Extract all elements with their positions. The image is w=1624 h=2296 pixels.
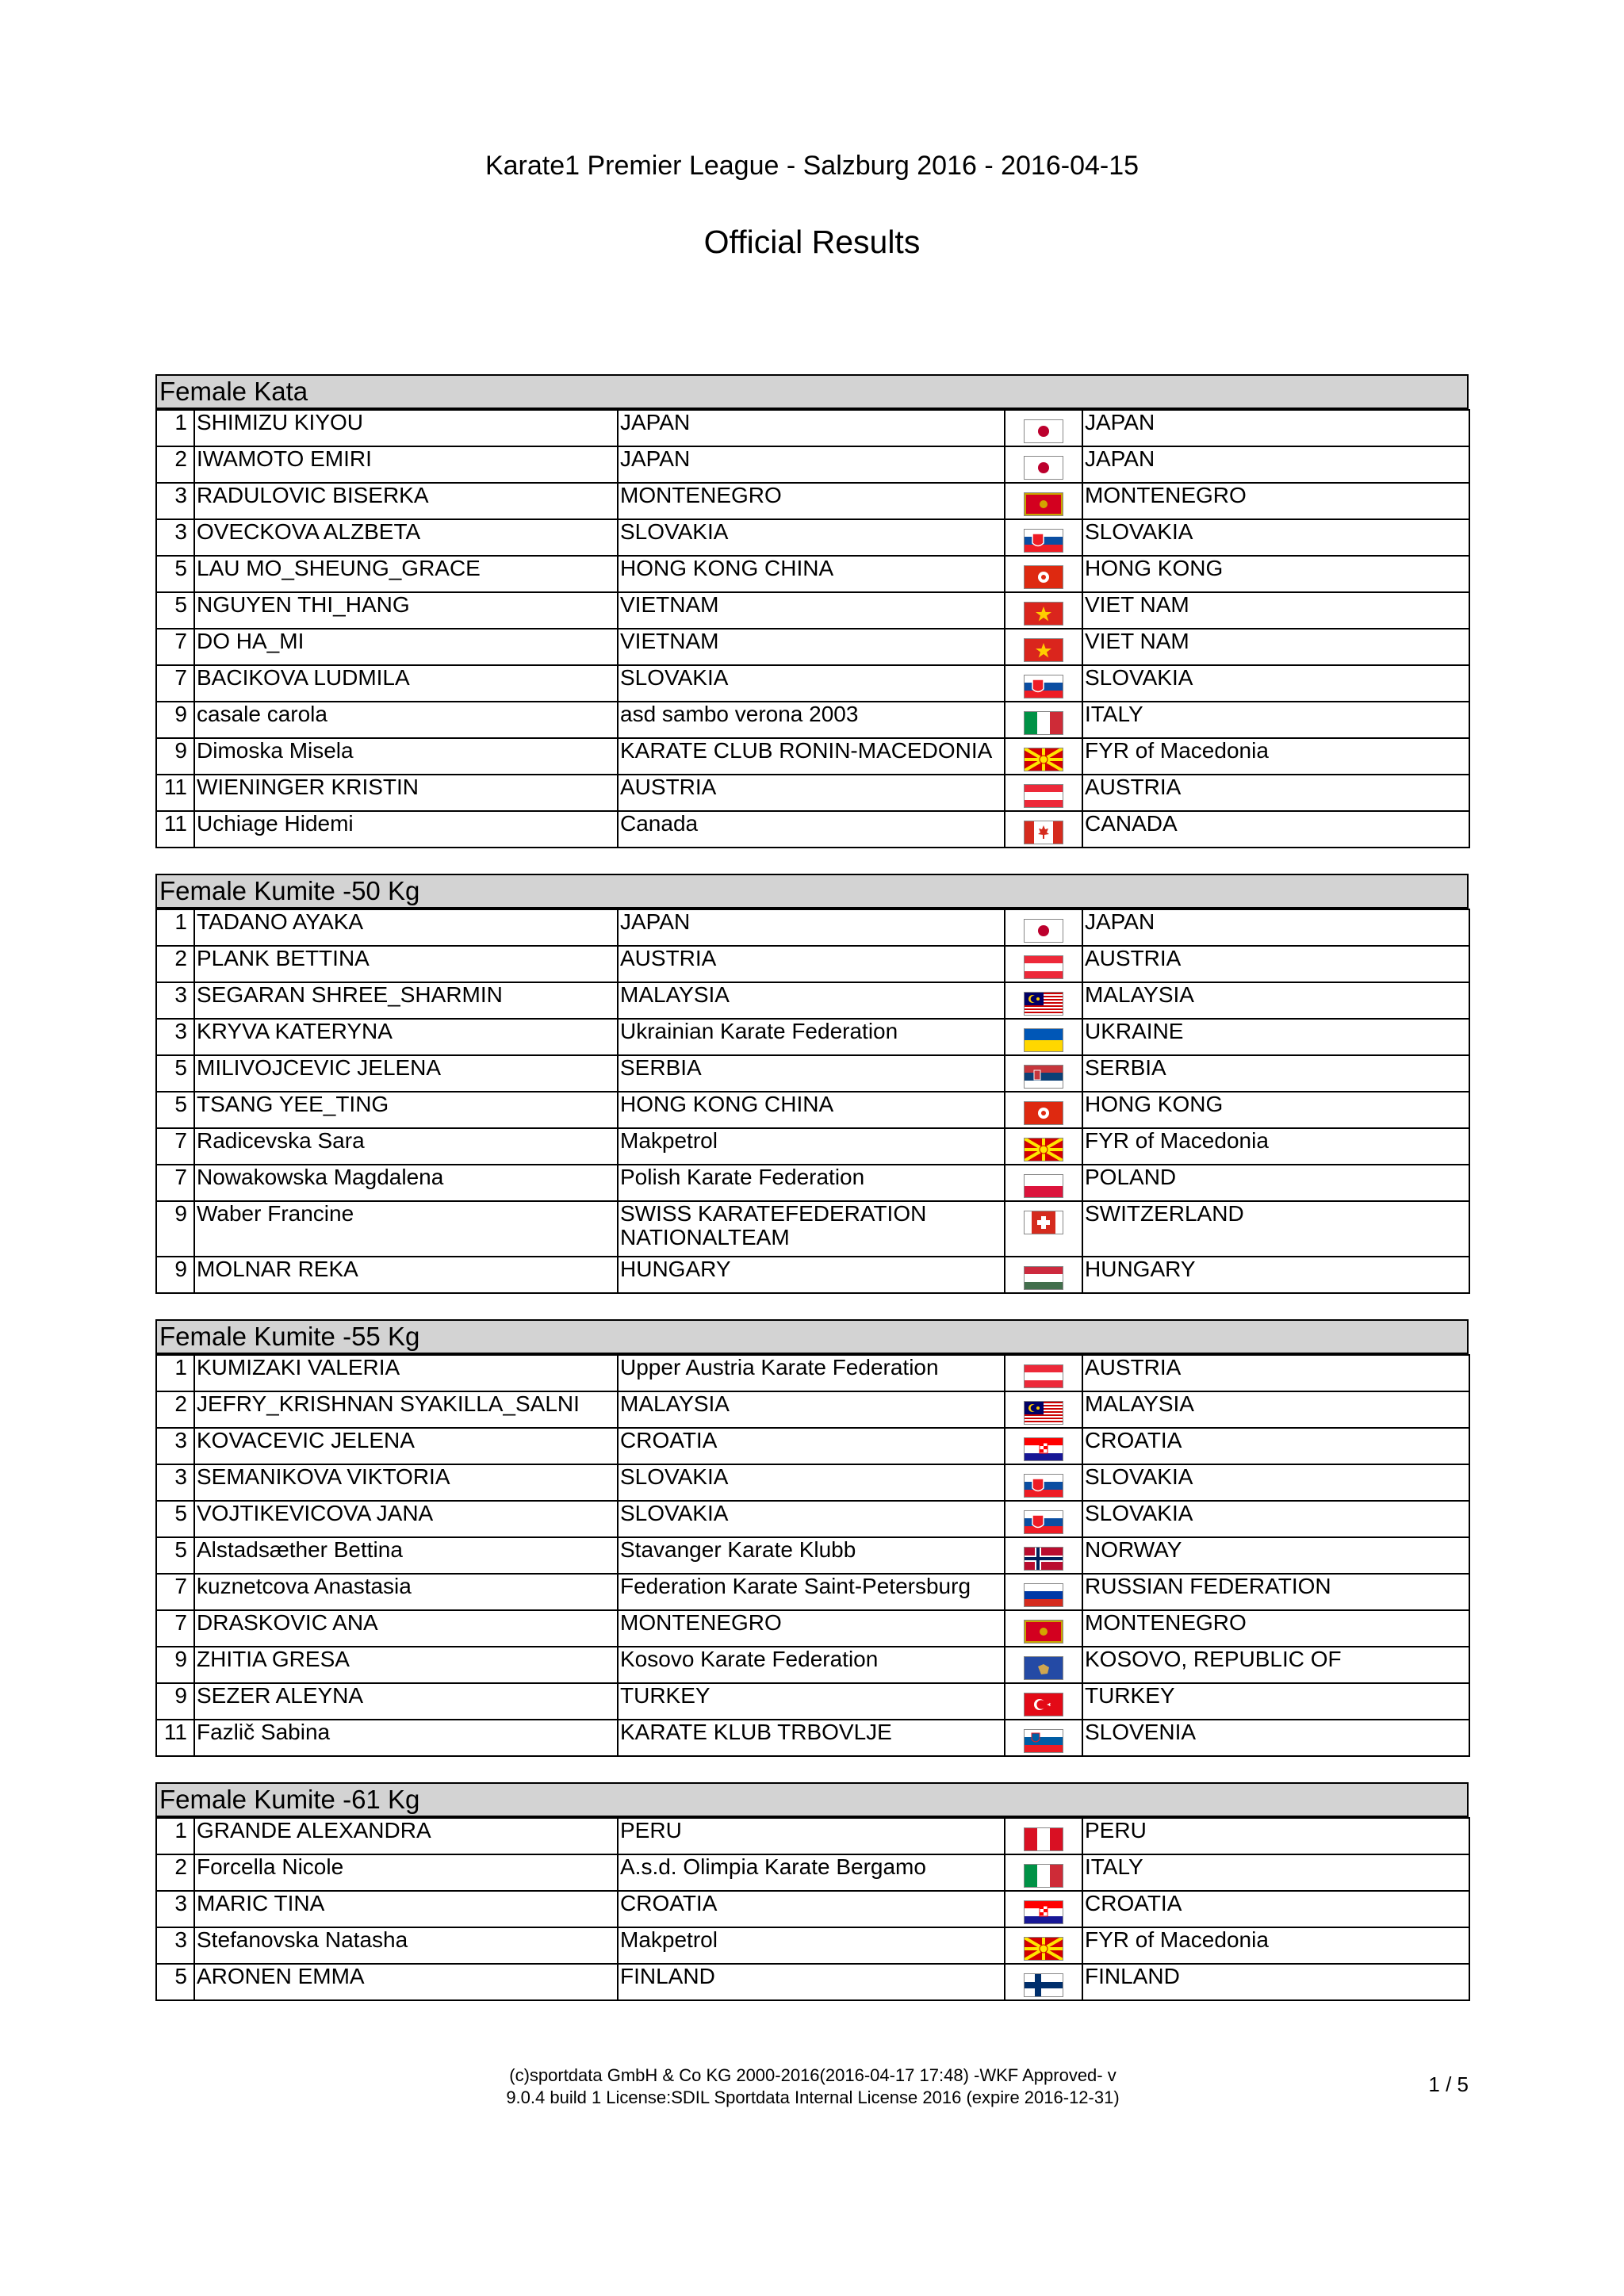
club-cell: Federation Karate Saint-Petersburg [618, 1574, 1005, 1610]
rank-cell: 9 [156, 1647, 194, 1683]
club-cell: VIETNAM [618, 592, 1005, 629]
athlete-name-cell: Fazlič Sabina [194, 1720, 618, 1756]
table-row [156, 1647, 1469, 1683]
austria-flag-icon [1024, 946, 1063, 970]
athlete-name-cell: Nowakowska Magdalena [194, 1165, 618, 1201]
athlete-name-cell: KUMIZAKI VALERIA [194, 1355, 618, 1391]
rank-cell: 7 [156, 629, 194, 665]
country-cell: TURKEY [1082, 1683, 1469, 1720]
results-section [155, 1782, 1469, 2001]
athlete-name-cell: SEGARAN SHREE_SHARMIN [194, 982, 618, 1019]
rank-cell: 9 [156, 702, 194, 738]
athlete-name-cell: SEMANIKOVA VIKTORIA [194, 1464, 618, 1501]
flag-cell [1005, 1610, 1082, 1647]
ukraine-flag-icon [1024, 1019, 1063, 1043]
country-cell: HONG KONG [1082, 1092, 1469, 1128]
table-row [156, 592, 1469, 629]
austria-flag-icon [1024, 775, 1063, 799]
rank-cell: 1 [156, 410, 194, 446]
club-cell: JAPAN [618, 410, 1005, 446]
rank-cell: 3 [156, 1019, 194, 1055]
country-cell: SLOVAKIA [1082, 519, 1469, 556]
rank-cell: 7 [156, 1610, 194, 1647]
rank-cell: 5 [156, 556, 194, 592]
section-title: Female Kumite -55 Kg [155, 1319, 1469, 1354]
country-cell: SLOVAKIA [1082, 665, 1469, 702]
athlete-name-cell: GRANDE ALEXANDRA [194, 1818, 618, 1854]
athlete-name-cell: BACIKOVA LUDMILA [194, 665, 618, 702]
table-row [156, 1391, 1469, 1428]
country-cell: SLOVAKIA [1082, 1501, 1469, 1537]
athlete-name-cell: Forcella Nicole [194, 1854, 618, 1891]
club-cell: SLOVAKIA [618, 665, 1005, 702]
slovenia-flag-icon [1024, 1720, 1063, 1744]
table-row [156, 738, 1469, 775]
club-cell: PERU [618, 1818, 1005, 1854]
rank-cell: 9 [156, 1201, 194, 1257]
table-row [156, 483, 1469, 519]
macedonia-flag-icon [1024, 1128, 1063, 1153]
canada-flag-icon [1024, 811, 1063, 836]
hong-kong-flag-icon [1024, 1092, 1063, 1116]
table-row [156, 1854, 1469, 1891]
athlete-name-cell: kuznetcova Anastasia [194, 1574, 618, 1610]
club-cell: Kosovo Karate Federation [618, 1647, 1005, 1683]
athlete-name-cell: casale carola [194, 702, 618, 738]
japan-flag-icon [1024, 909, 1063, 934]
flag-cell [1005, 1537, 1082, 1574]
club-cell: Stavanger Karate Klubb [618, 1537, 1005, 1574]
table-row [156, 1927, 1469, 1964]
table-row [156, 519, 1469, 556]
rank-cell: 7 [156, 665, 194, 702]
club-cell: Polish Karate Federation [618, 1165, 1005, 1201]
athlete-name-cell: VOJTIKEVICOVA JANA [194, 1501, 618, 1537]
club-cell: SLOVAKIA [618, 1464, 1005, 1501]
country-cell: MONTENEGRO [1082, 1610, 1469, 1647]
vietnam-flag-icon [1024, 629, 1063, 653]
club-cell: Makpetrol [618, 1927, 1005, 1964]
table-row [156, 556, 1469, 592]
rank-cell: 2 [156, 946, 194, 982]
montenegro-flag-icon [1024, 1610, 1063, 1635]
finland-flag-icon [1024, 1964, 1063, 1988]
country-cell: MALAYSIA [1082, 1391, 1469, 1428]
flag-cell [1005, 775, 1082, 811]
flag-cell [1005, 738, 1082, 775]
flag-cell [1005, 665, 1082, 702]
rank-cell: 5 [156, 1537, 194, 1574]
country-cell: JAPAN [1082, 446, 1469, 483]
flag-cell [1005, 1574, 1082, 1610]
flag-cell [1005, 1720, 1082, 1756]
club-cell: AUSTRIA [618, 946, 1005, 982]
section-title: Female Kumite -50 Kg [155, 874, 1469, 909]
club-cell: VIETNAM [618, 629, 1005, 665]
rank-cell: 3 [156, 1891, 194, 1927]
athlete-name-cell: MILIVOJCEVIC JELENA [194, 1055, 618, 1092]
rank-cell: 9 [156, 1257, 194, 1293]
event-title: Karate1 Premier League - Salzburg 2016 - 2016-04-15 [485, 151, 1139, 181]
athlete-name-cell: MARIC TINA [194, 1891, 618, 1927]
club-cell: Ukrainian Karate Federation [618, 1019, 1005, 1055]
section-title: Female Kumite -61 Kg [155, 1782, 1469, 1817]
club-cell: JAPAN [618, 446, 1005, 483]
table-row [156, 629, 1469, 665]
club-cell: Canada [618, 811, 1005, 848]
slovakia-flag-icon [1024, 665, 1063, 690]
results-table [155, 1817, 1470, 2001]
rank-cell: 3 [156, 519, 194, 556]
croatia-flag-icon [1024, 1891, 1063, 1915]
athlete-name-cell: ARONEN EMMA [194, 1964, 618, 2000]
athlete-name-cell: ZHITIA GRESA [194, 1647, 618, 1683]
table-row [156, 1964, 1469, 2000]
flag-cell [1005, 1964, 1082, 2000]
country-cell: CANADA [1082, 811, 1469, 848]
hong-kong-flag-icon [1024, 556, 1063, 580]
table-row [156, 1720, 1469, 1756]
table-row [156, 1092, 1469, 1128]
rank-cell: 5 [156, 1501, 194, 1537]
table-row [156, 1428, 1469, 1464]
club-cell: CROATIA [618, 1428, 1005, 1464]
section-title: Female Kata [155, 374, 1469, 409]
flag-cell [1005, 519, 1082, 556]
athlete-name-cell: DO HA_MI [194, 629, 618, 665]
club-cell: KARATE KLUB TRBOVLJE [618, 1720, 1005, 1756]
country-cell: SWITZERLAND [1082, 1201, 1469, 1257]
rank-cell: 5 [156, 1055, 194, 1092]
club-cell: KARATE CLUB RONIN-MACEDONIA [618, 738, 1005, 775]
table-row [156, 982, 1469, 1019]
table-row [156, 1128, 1469, 1165]
country-cell: ITALY [1082, 702, 1469, 738]
table-row [156, 775, 1469, 811]
flag-cell [1005, 446, 1082, 483]
flag-cell [1005, 1891, 1082, 1927]
flag-cell [1005, 811, 1082, 848]
country-cell: FYR of Macedonia [1082, 738, 1469, 775]
flag-cell [1005, 1092, 1082, 1128]
table-row [156, 811, 1469, 848]
flag-cell [1005, 1647, 1082, 1683]
table-row [156, 1683, 1469, 1720]
table-row [156, 1201, 1469, 1257]
rank-cell: 11 [156, 811, 194, 848]
slovakia-flag-icon [1024, 519, 1063, 544]
club-cell: HONG KONG CHINA [618, 1092, 1005, 1128]
country-cell: AUSTRIA [1082, 1355, 1469, 1391]
table-row [156, 410, 1469, 446]
rank-cell: 7 [156, 1128, 194, 1165]
club-cell: MONTENEGRO [618, 1610, 1005, 1647]
malaysia-flag-icon [1024, 1391, 1063, 1416]
footer-copyright: (c)sportdata GmbH & Co KG 2000-2016(2016-04-17 17:48) -WKF Approved- v [509, 2065, 1116, 2085]
club-cell: MONTENEGRO [618, 483, 1005, 519]
switzerland-flag-icon [1024, 1201, 1063, 1226]
rank-cell: 7 [156, 1165, 194, 1201]
table-row [156, 1537, 1469, 1574]
hungary-flag-icon [1024, 1257, 1063, 1281]
flag-cell [1005, 1201, 1082, 1257]
club-cell: AUSTRIA [618, 775, 1005, 811]
rank-cell: 5 [156, 592, 194, 629]
athlete-name-cell: TSANG YEE_TING [194, 1092, 618, 1128]
country-cell: MONTENEGRO [1082, 483, 1469, 519]
country-cell: CROATIA [1082, 1428, 1469, 1464]
flag-cell [1005, 410, 1082, 446]
table-row [156, 1019, 1469, 1055]
country-cell: CROATIA [1082, 1891, 1469, 1927]
table-row [156, 909, 1469, 946]
kosovo-flag-icon [1024, 1647, 1063, 1671]
athlete-name-cell: Waber Francine [194, 1201, 618, 1257]
flag-cell [1005, 1391, 1082, 1428]
rank-cell: 5 [156, 1964, 194, 2000]
club-cell: asd sambo verona 2003 [618, 702, 1005, 738]
athlete-name-cell: TADANO AYAKA [194, 909, 618, 946]
flag-cell [1005, 1128, 1082, 1165]
flag-cell [1005, 1683, 1082, 1720]
rank-cell: 3 [156, 1428, 194, 1464]
club-cell: A.s.d. Olimpia Karate Bergamo [618, 1854, 1005, 1891]
results-table [155, 1354, 1470, 1757]
russia-flag-icon [1024, 1574, 1063, 1598]
table-row [156, 702, 1469, 738]
macedonia-flag-icon [1024, 738, 1063, 763]
club-cell: Upper Austria Karate Federation [618, 1355, 1005, 1391]
country-cell: SLOVAKIA [1082, 1464, 1469, 1501]
athlete-name-cell: Radicevska Sara [194, 1128, 618, 1165]
table-row [156, 1891, 1469, 1927]
flag-cell [1005, 1355, 1082, 1391]
results-section [155, 1319, 1469, 1757]
flag-cell [1005, 629, 1082, 665]
athlete-name-cell: SEZER ALEYNA [194, 1683, 618, 1720]
club-cell: JAPAN [618, 909, 1005, 946]
rank-cell: 9 [156, 1683, 194, 1720]
table-row [156, 665, 1469, 702]
results-section [155, 374, 1469, 848]
table-row [156, 1818, 1469, 1854]
country-cell: SERBIA [1082, 1055, 1469, 1092]
rank-cell: 9 [156, 738, 194, 775]
country-cell: FINLAND [1082, 1964, 1469, 2000]
table-row [156, 1574, 1469, 1610]
athlete-name-cell: IWAMOTO EMIRI [194, 446, 618, 483]
slovakia-flag-icon [1024, 1501, 1063, 1525]
flag-cell [1005, 1428, 1082, 1464]
rank-cell: 2 [156, 1391, 194, 1428]
athlete-name-cell: SHIMIZU KIYOU [194, 410, 618, 446]
rank-cell: 3 [156, 483, 194, 519]
rank-cell: 7 [156, 1574, 194, 1610]
flag-cell [1005, 982, 1082, 1019]
athlete-name-cell: Uchiage Hidemi [194, 811, 618, 848]
page-number: 1 / 5 [1428, 2072, 1469, 2096]
flag-cell [1005, 1501, 1082, 1537]
flag-cell [1005, 592, 1082, 629]
club-cell: SLOVAKIA [618, 519, 1005, 556]
table-row [156, 1464, 1469, 1501]
country-cell: NORWAY [1082, 1537, 1469, 1574]
athlete-name-cell: OVECKOVA ALZBETA [194, 519, 618, 556]
rank-cell: 1 [156, 1818, 194, 1854]
club-cell: HUNGARY [618, 1257, 1005, 1293]
footer [428, 2064, 1197, 2109]
serbia-flag-icon [1024, 1055, 1063, 1080]
results-table [155, 409, 1470, 848]
country-cell: HUNGARY [1082, 1257, 1469, 1293]
rank-cell: 3 [156, 1927, 194, 1964]
country-cell: KOSOVO, REPUBLIC OF [1082, 1647, 1469, 1683]
norway-flag-icon [1024, 1537, 1063, 1562]
rank-cell: 11 [156, 1720, 194, 1756]
table-row [156, 1257, 1469, 1293]
athlete-name-cell: LAU MO_SHEUNG_GRACE [194, 556, 618, 592]
country-cell: FYR of Macedonia [1082, 1927, 1469, 1964]
flag-cell [1005, 556, 1082, 592]
country-cell: AUSTRIA [1082, 946, 1469, 982]
croatia-flag-icon [1024, 1428, 1063, 1452]
flag-cell [1005, 1165, 1082, 1201]
flag-cell [1005, 483, 1082, 519]
country-cell: RUSSIAN FEDERATION [1082, 1574, 1469, 1610]
results-table [155, 909, 1470, 1294]
club-cell: TURKEY [618, 1683, 1005, 1720]
table-row [156, 1610, 1469, 1647]
table-row [156, 946, 1469, 982]
athlete-name-cell: Stefanovska Natasha [194, 1927, 618, 1964]
club-cell: Makpetrol [618, 1128, 1005, 1165]
athlete-name-cell: Alstadsæther Bettina [194, 1537, 618, 1574]
japan-flag-icon [1024, 410, 1063, 434]
austria-flag-icon [1024, 1355, 1063, 1380]
japan-flag-icon [1024, 446, 1063, 471]
athlete-name-cell: JEFRY_KRISHNAN SYAKILLA_SALNI [194, 1391, 618, 1428]
rank-cell: 1 [156, 909, 194, 946]
country-cell: HONG KONG [1082, 556, 1469, 592]
club-cell: MALAYSIA [618, 1391, 1005, 1428]
athlete-name-cell: PLANK BETTINA [194, 946, 618, 982]
athlete-name-cell: KRYVA KATERYNA [194, 1019, 618, 1055]
flag-cell [1005, 702, 1082, 738]
results-section [155, 874, 1469, 1294]
rank-cell: 3 [156, 982, 194, 1019]
athlete-name-cell: MOLNAR REKA [194, 1257, 618, 1293]
rank-cell: 5 [156, 1092, 194, 1128]
poland-flag-icon [1024, 1165, 1063, 1189]
table-row [156, 1055, 1469, 1092]
italy-flag-icon [1024, 702, 1063, 726]
slovakia-flag-icon [1024, 1464, 1063, 1489]
country-cell: JAPAN [1082, 410, 1469, 446]
table-row [156, 1501, 1469, 1537]
montenegro-flag-icon [1024, 483, 1063, 507]
club-cell: HONG KONG CHINA [618, 556, 1005, 592]
flag-cell [1005, 1464, 1082, 1501]
country-cell: AUSTRIA [1082, 775, 1469, 811]
flag-cell [1005, 1818, 1082, 1854]
club-cell: MALAYSIA [618, 982, 1005, 1019]
club-cell: CROATIA [618, 1891, 1005, 1927]
malaysia-flag-icon [1024, 982, 1063, 1007]
country-cell: POLAND [1082, 1165, 1469, 1201]
flag-cell [1005, 1854, 1082, 1891]
flag-cell [1005, 946, 1082, 982]
turkey-flag-icon [1024, 1683, 1063, 1708]
footer-license: 9.0.4 build 1 License:SDIL Sportdata Internal License 2016 (expire 2016-12-31) [506, 2087, 1120, 2107]
country-cell: MALAYSIA [1082, 982, 1469, 1019]
club-cell: SWISS KARATEFEDERATION NATIONALTEAM [618, 1201, 1005, 1257]
flag-cell [1005, 1257, 1082, 1293]
rank-cell: 11 [156, 775, 194, 811]
country-cell: VIET NAM [1082, 629, 1469, 665]
table-row [156, 446, 1469, 483]
table-row [156, 1165, 1469, 1201]
athlete-name-cell: WIENINGER KRISTIN [194, 775, 618, 811]
rank-cell: 1 [156, 1355, 194, 1391]
rank-cell: 2 [156, 1854, 194, 1891]
country-cell: UKRAINE [1082, 1019, 1469, 1055]
rank-cell: 3 [156, 1464, 194, 1501]
athlete-name-cell: NGUYEN THI_HANG [194, 592, 618, 629]
country-cell: JAPAN [1082, 909, 1469, 946]
flag-cell [1005, 1055, 1082, 1092]
table-row [156, 1355, 1469, 1391]
rank-cell: 2 [156, 446, 194, 483]
club-cell: FINLAND [618, 1964, 1005, 2000]
page-title: Official Results [703, 224, 921, 260]
vietnam-flag-icon [1024, 592, 1063, 617]
club-cell: SERBIA [618, 1055, 1005, 1092]
flag-cell [1005, 909, 1082, 946]
athlete-name-cell: KOVACEVIC JELENA [194, 1428, 618, 1464]
peru-flag-icon [1024, 1818, 1063, 1843]
club-cell: SLOVAKIA [618, 1501, 1005, 1537]
country-cell: SLOVENIA [1082, 1720, 1469, 1756]
athlete-name-cell: DRASKOVIC ANA [194, 1610, 618, 1647]
country-cell: VIET NAM [1082, 592, 1469, 629]
flag-cell [1005, 1927, 1082, 1964]
athlete-name-cell: RADULOVIC BISERKA [194, 483, 618, 519]
country-cell: FYR of Macedonia [1082, 1128, 1469, 1165]
macedonia-flag-icon [1024, 1927, 1063, 1952]
athlete-name-cell: Dimoska Misela [194, 738, 618, 775]
country-cell: PERU [1082, 1818, 1469, 1854]
italy-flag-icon [1024, 1854, 1063, 1879]
country-cell: ITALY [1082, 1854, 1469, 1891]
flag-cell [1005, 1019, 1082, 1055]
